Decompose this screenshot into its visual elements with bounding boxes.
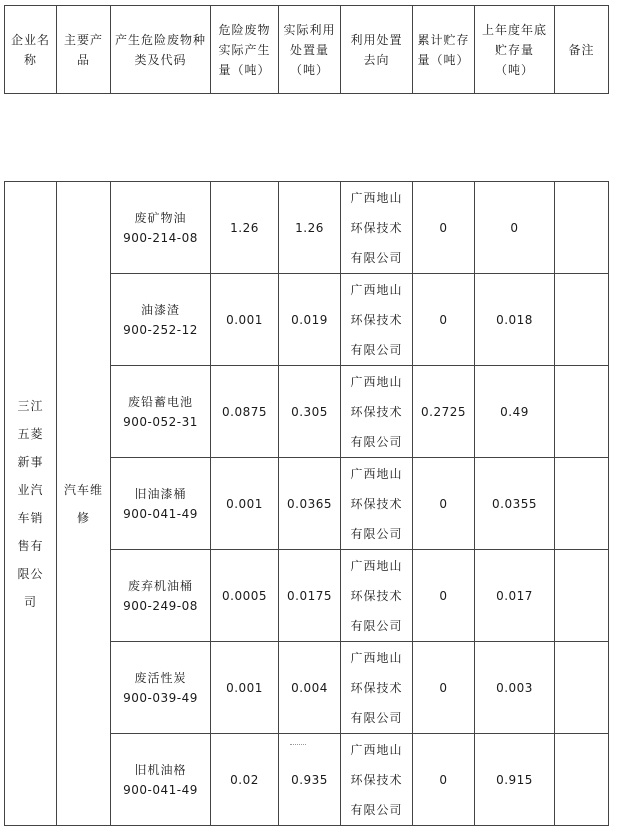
table-header-row — [5, 6, 609, 94]
main-product-cell: 汽车维修 — [57, 182, 111, 826]
generated-cell: 0.02 — [211, 734, 279, 826]
header-waste-type: 产生危险废物种类及代码 — [111, 6, 211, 94]
destination-cell: 广西地山环保技术有限公司 — [341, 458, 413, 550]
waste-code: 900-041-49 — [123, 782, 198, 797]
remark-cell — [555, 458, 609, 550]
waste-name: 废矿物油 — [134, 210, 187, 225]
waste-code: 900-214-08 — [123, 230, 198, 245]
utilized-cell: 0.0365 — [279, 458, 341, 550]
waste-name: 废弃机油桶 — [127, 578, 193, 593]
stored-cell: 0 — [413, 274, 475, 366]
stored-cell: 0 — [413, 182, 475, 274]
waste-type-cell — [111, 734, 211, 826]
company-name-cell: 三江五菱新事业汽车销售有限公司 — [5, 182, 57, 826]
waste-code: 900-249-08 — [123, 598, 198, 613]
last-year-cell: 0.49 — [475, 366, 555, 458]
waste-code: 900-041-49 — [123, 506, 198, 521]
destination-cell: 广西地山环保技术有限公司 — [341, 366, 413, 458]
utilized-cell: 0.019 — [279, 274, 341, 366]
waste-type-cell — [111, 182, 211, 274]
last-year-cell: 0.017 — [475, 550, 555, 642]
header-destination: 利用处置去向 — [341, 6, 413, 94]
remark-cell — [555, 642, 609, 734]
last-year-cell: 0.003 — [475, 642, 555, 734]
destination-cell: 广西地山环保技术有限公司 — [341, 734, 413, 826]
generated-cell: 1.26 — [211, 182, 279, 274]
waste-type-cell — [111, 274, 211, 366]
utilized-cell: 0.935 — [279, 734, 341, 826]
remark-cell — [555, 366, 609, 458]
waste-type-cell — [111, 642, 211, 734]
last-year-cell: 0 — [475, 182, 555, 274]
waste-report-page — [4, 5, 608, 826]
waste-code: 900-052-31 — [123, 414, 198, 429]
utilized-cell: 0.305 — [279, 366, 341, 458]
utilized-cell: 0.0175 — [279, 550, 341, 642]
header-company: 企业名称 — [5, 6, 57, 94]
waste-type-cell — [111, 366, 211, 458]
last-year-cell: 0.0355 — [475, 458, 555, 550]
generated-cell: 0.0875 — [211, 366, 279, 458]
destination-cell: 广西地山环保技术有限公司 — [341, 550, 413, 642]
stored-cell: 0 — [413, 550, 475, 642]
waste-code: 900-252-12 — [123, 322, 198, 337]
remark-cell — [555, 550, 609, 642]
header-product: 主要产品 — [57, 6, 111, 94]
waste-type-cell — [111, 458, 211, 550]
header-generated: 危险废物实际产生量（吨） — [211, 6, 279, 94]
last-year-cell: 0.915 — [475, 734, 555, 826]
generated-cell: 0.001 — [211, 458, 279, 550]
waste-code: 900-039-49 — [123, 690, 198, 705]
waste-name: 废活性炭 — [134, 670, 187, 685]
utilized-cell: 1.26 — [279, 182, 341, 274]
header-remark: 备注 — [555, 6, 609, 94]
stored-cell: 0 — [413, 458, 475, 550]
generated-cell: 0.0005 — [211, 550, 279, 642]
destination-cell: 广西地山环保技术有限公司 — [341, 642, 413, 734]
destination-cell: 广西地山环保技术有限公司 — [341, 182, 413, 274]
remark-cell — [555, 274, 609, 366]
waste-name: 旧油漆桶 — [134, 486, 187, 501]
stored-cell: 0 — [413, 734, 475, 826]
waste-type-cell — [111, 550, 211, 642]
table-row — [5, 182, 609, 274]
generated-cell: 0.001 — [211, 274, 279, 366]
utilized-cell: 0.004 — [279, 642, 341, 734]
stored-cell: 0.2725 — [413, 366, 475, 458]
stored-cell: 0 — [413, 642, 475, 734]
header-gap — [5, 94, 609, 182]
page-edge-mark — [290, 744, 306, 747]
waste-name: 废铅蓄电池 — [127, 394, 193, 409]
header-last-year: 上年度年底贮存量（吨） — [475, 6, 555, 94]
generated-cell: 0.001 — [211, 642, 279, 734]
waste-name: 旧机油格 — [134, 762, 187, 777]
destination-cell: 广西地山环保技术有限公司 — [341, 274, 413, 366]
header-utilized: 实际利用处置量（吨） — [279, 6, 341, 94]
waste-name: 油漆渣 — [140, 302, 180, 317]
last-year-cell: 0.018 — [475, 274, 555, 366]
remark-cell — [555, 734, 609, 826]
hazardous-waste-table — [4, 5, 609, 826]
remark-cell — [555, 182, 609, 274]
header-stored: 累计贮存量（吨） — [413, 6, 475, 94]
